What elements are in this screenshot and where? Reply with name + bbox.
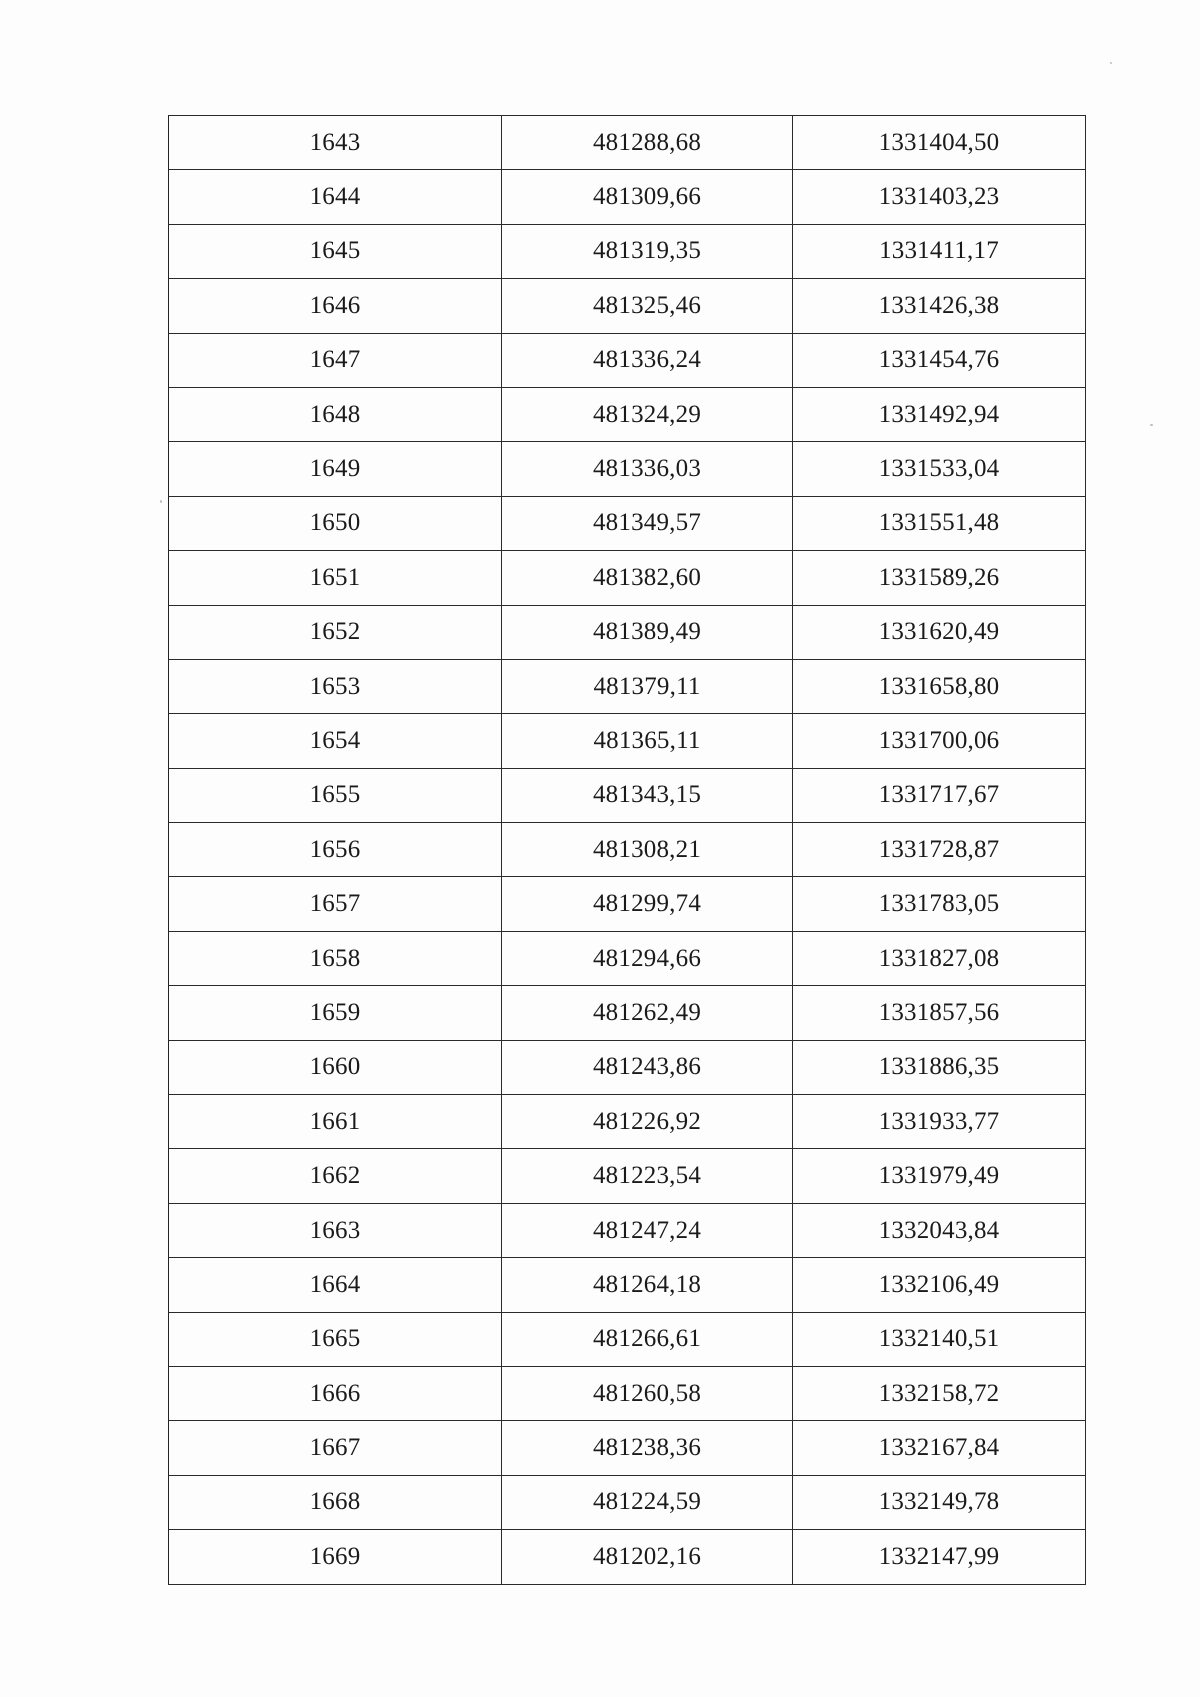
y-coordinate-cell: 1331827,08 [793, 931, 1086, 985]
point-number-cell: 1663 [169, 1203, 502, 1257]
y-coordinate-cell: 1331551,48 [793, 496, 1086, 550]
point-number-cell: 1668 [169, 1475, 502, 1529]
table-row [169, 768, 1086, 822]
x-coordinate-cell: 481389,49 [502, 605, 793, 659]
point-number-cell: 1666 [169, 1366, 502, 1420]
point-number-cell: 1667 [169, 1421, 502, 1475]
coordinates-table-body [169, 116, 1086, 1585]
table-row [169, 1366, 1086, 1420]
table-row [169, 116, 1086, 170]
point-number-cell: 1653 [169, 659, 502, 713]
point-number-cell: 1648 [169, 387, 502, 441]
y-coordinate-cell: 1331728,87 [793, 823, 1086, 877]
x-coordinate-cell: 481308,21 [502, 823, 793, 877]
y-coordinate-cell: 1331426,38 [793, 279, 1086, 333]
point-number-cell: 1644 [169, 170, 502, 224]
y-coordinate-cell: 1332106,49 [793, 1258, 1086, 1312]
table-row [169, 496, 1086, 550]
x-coordinate-cell: 481264,18 [502, 1258, 793, 1312]
point-number-cell: 1646 [169, 279, 502, 333]
table-row [169, 1258, 1086, 1312]
table-row [169, 279, 1086, 333]
table-row [169, 1530, 1086, 1584]
table-row [169, 1149, 1086, 1203]
y-coordinate-cell: 1332147,99 [793, 1530, 1086, 1584]
y-coordinate-cell: 1331403,23 [793, 170, 1086, 224]
y-coordinate-cell: 1332167,84 [793, 1421, 1086, 1475]
y-coordinate-cell: 1332043,84 [793, 1203, 1086, 1257]
y-coordinate-cell: 1331979,49 [793, 1149, 1086, 1203]
x-coordinate-cell: 481379,11 [502, 659, 793, 713]
point-number-cell: 1657 [169, 877, 502, 931]
table-row [169, 1312, 1086, 1366]
point-number-cell: 1661 [169, 1095, 502, 1149]
point-number-cell: 1665 [169, 1312, 502, 1366]
x-coordinate-cell: 481299,74 [502, 877, 793, 931]
x-coordinate-cell: 481365,11 [502, 714, 793, 768]
point-number-cell: 1654 [169, 714, 502, 768]
point-number-cell: 1650 [169, 496, 502, 550]
y-coordinate-cell: 1331717,67 [793, 768, 1086, 822]
table-row [169, 659, 1086, 713]
y-coordinate-cell: 1331533,04 [793, 442, 1086, 496]
table-row [169, 442, 1086, 496]
y-coordinate-cell: 1331857,56 [793, 986, 1086, 1040]
x-coordinate-cell: 481262,49 [502, 986, 793, 1040]
x-coordinate-cell: 481336,24 [502, 333, 793, 387]
y-coordinate-cell: 1331933,77 [793, 1095, 1086, 1149]
point-number-cell: 1664 [169, 1258, 502, 1312]
table-row [169, 551, 1086, 605]
point-number-cell: 1662 [169, 1149, 502, 1203]
x-coordinate-cell: 481349,57 [502, 496, 793, 550]
x-coordinate-cell: 481260,58 [502, 1366, 793, 1420]
y-coordinate-cell: 1331492,94 [793, 387, 1086, 441]
table-row [169, 823, 1086, 877]
table-row [169, 387, 1086, 441]
table-row [169, 1040, 1086, 1094]
x-coordinate-cell: 481226,92 [502, 1095, 793, 1149]
y-coordinate-cell: 1332149,78 [793, 1475, 1086, 1529]
x-coordinate-cell: 481223,54 [502, 1149, 793, 1203]
x-coordinate-cell: 481294,66 [502, 931, 793, 985]
point-number-cell: 1658 [169, 931, 502, 985]
table-row [169, 931, 1086, 985]
x-coordinate-cell: 481247,24 [502, 1203, 793, 1257]
point-number-cell: 1652 [169, 605, 502, 659]
scan-speck [1110, 62, 1112, 64]
y-coordinate-cell: 1331404,50 [793, 116, 1086, 170]
y-coordinate-cell: 1331783,05 [793, 877, 1086, 931]
y-coordinate-cell: 1331589,26 [793, 551, 1086, 605]
point-number-cell: 1660 [169, 1040, 502, 1094]
point-number-cell: 1669 [169, 1530, 502, 1584]
table-row [169, 224, 1086, 278]
x-coordinate-cell: 481238,36 [502, 1421, 793, 1475]
x-coordinate-cell: 481202,16 [502, 1530, 793, 1584]
y-coordinate-cell: 1331620,49 [793, 605, 1086, 659]
table-row [169, 170, 1086, 224]
x-coordinate-cell: 481382,60 [502, 551, 793, 605]
point-number-cell: 1645 [169, 224, 502, 278]
point-number-cell: 1659 [169, 986, 502, 1040]
x-coordinate-cell: 481336,03 [502, 442, 793, 496]
point-number-cell: 1643 [169, 116, 502, 170]
coordinates-table [168, 115, 1086, 1585]
table-row [169, 1475, 1086, 1529]
point-number-cell: 1656 [169, 823, 502, 877]
y-coordinate-cell: 1331411,17 [793, 224, 1086, 278]
table-row [169, 1421, 1086, 1475]
table-row [169, 877, 1086, 931]
x-coordinate-cell: 481288,68 [502, 116, 793, 170]
x-coordinate-cell: 481266,61 [502, 1312, 793, 1366]
y-coordinate-cell: 1331700,06 [793, 714, 1086, 768]
point-number-cell: 1647 [169, 333, 502, 387]
x-coordinate-cell: 481309,66 [502, 170, 793, 224]
scan-speck [160, 500, 162, 503]
table-row [169, 1095, 1086, 1149]
point-number-cell: 1655 [169, 768, 502, 822]
y-coordinate-cell: 1332140,51 [793, 1312, 1086, 1366]
x-coordinate-cell: 481324,29 [502, 387, 793, 441]
table-row [169, 605, 1086, 659]
y-coordinate-cell: 1332158,72 [793, 1366, 1086, 1420]
x-coordinate-cell: 481243,86 [502, 1040, 793, 1094]
x-coordinate-cell: 481224,59 [502, 1475, 793, 1529]
y-coordinate-cell: 1331658,80 [793, 659, 1086, 713]
x-coordinate-cell: 481325,46 [502, 279, 793, 333]
y-coordinate-cell: 1331886,35 [793, 1040, 1086, 1094]
x-coordinate-cell: 481343,15 [502, 768, 793, 822]
table-row [169, 986, 1086, 1040]
table-row [169, 1203, 1086, 1257]
y-coordinate-cell: 1331454,76 [793, 333, 1086, 387]
x-coordinate-cell: 481319,35 [502, 224, 793, 278]
table-row [169, 714, 1086, 768]
scan-speck [1150, 424, 1153, 426]
point-number-cell: 1651 [169, 551, 502, 605]
point-number-cell: 1649 [169, 442, 502, 496]
table-row [169, 333, 1086, 387]
